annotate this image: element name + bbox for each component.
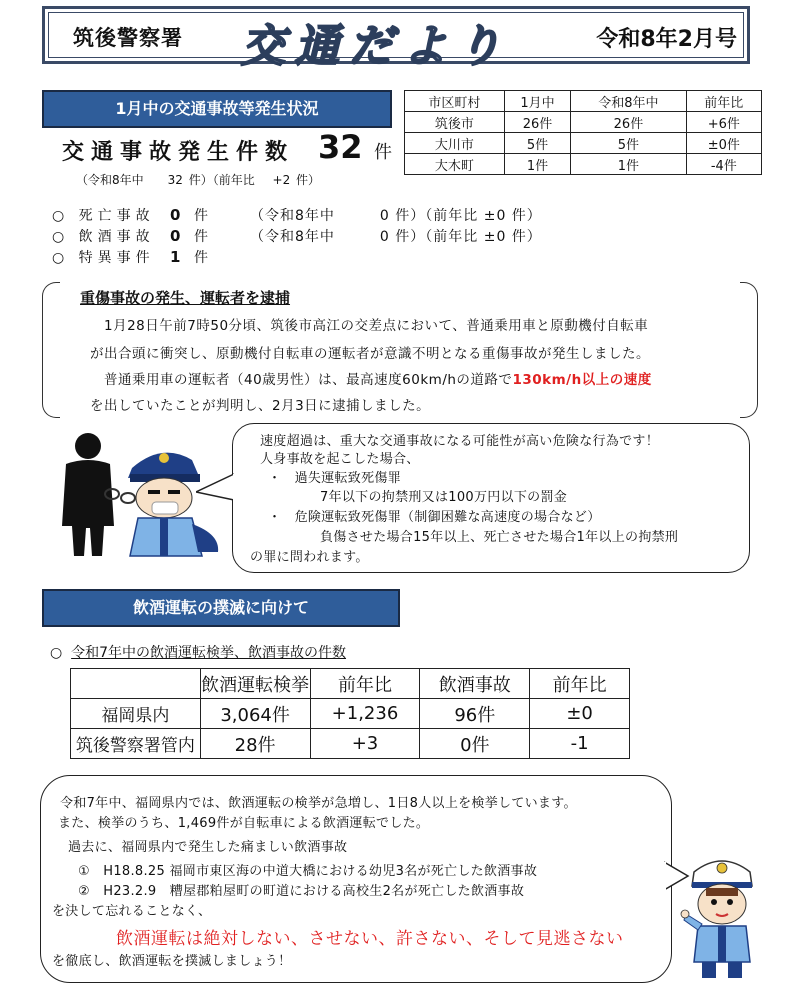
bubble-text: 7年以下の拘禁刑又は100万円以下の罰金 [320, 490, 568, 505]
table-row [405, 154, 762, 175]
table-cell: 26件 [571, 112, 686, 133]
bubble-text: ・ 過失運転致死傷罪 [268, 471, 402, 486]
detail-count: 0 [170, 206, 182, 224]
article-line: 1月28日午前7時50分頃、筑後市高江の交差点において、普通乗用車と原動機付自転車 [104, 318, 649, 334]
drunk-driving-table [70, 668, 630, 759]
table-cell: -4件 [686, 154, 761, 175]
table-cell: 大川市 [405, 133, 505, 154]
table-header-cell [71, 669, 201, 699]
table-cell: 大木町 [405, 154, 505, 175]
table-cell: ±0件 [686, 133, 761, 154]
table-header-cell: 令和8年中 [571, 91, 686, 112]
bubble-text: ・ 危険運転致死傷罪（制御困難な高速度の場合など） [268, 510, 601, 525]
bullet: ○ [50, 645, 63, 661]
table-cell: 5件 [504, 133, 570, 154]
detail-compare: （令和8年中 0 件）（前年比 ±0 件） [250, 229, 542, 245]
table-header-cell: 前年比 [310, 669, 420, 699]
table-row [71, 729, 630, 759]
bracket-left [42, 282, 60, 418]
bubble-text: の罪に問われます。 [250, 550, 369, 565]
total-accidents-label: 交通事故発生件数 [62, 140, 295, 165]
detail-unit: 件 [194, 208, 209, 224]
bubble-text: また、検挙のうち、1,469件が自転車による飲酒運転でした。 [58, 816, 430, 831]
issue-date: 令和8年2月号 [596, 27, 737, 52]
table-cell: 26件 [504, 112, 570, 133]
table-cell: 1件 [504, 154, 570, 175]
total-accidents-unit: 件 [374, 142, 392, 163]
table-cell: -1 [530, 729, 630, 759]
article-line [104, 368, 652, 388]
detail-fatal [52, 205, 542, 225]
bubble-text: ② H23.2.9 糟屋郡粕屋町の町道における高校生2名が死亡した飲酒事故 [78, 884, 525, 899]
bubble-text: ① H18.8.25 福岡市東区海の中道大橋における幼児3名が死亡した飲酒事故 [78, 864, 538, 879]
article-line: を出していたことが判明し、2月3日に逮捕しました。 [90, 398, 431, 414]
table-header-cell: 1月中 [504, 91, 570, 112]
table-cell: +3 [310, 729, 420, 759]
table-cell: +6件 [686, 112, 761, 133]
detail-unit: 件 [194, 229, 209, 245]
total-accidents-count: 32 [318, 128, 363, 166]
bubble-text: を決して忘れることなく、 [52, 904, 212, 919]
detail-unit: 件 [194, 250, 209, 266]
table-row-header: 筑後警察署管内 [71, 729, 201, 759]
bubble-text: 負傷させた場合15年以上、死亡させた場合1年以上の拘禁刑 [320, 530, 679, 545]
table-header-cell: 飲酒運転検挙 [200, 669, 310, 699]
table-row [71, 699, 630, 729]
detail-label: ○ 特異事件 [52, 250, 155, 266]
table-row-header: 福岡県内 [71, 699, 201, 729]
table-header-row [71, 669, 630, 699]
bubble-text: 速度超過は、重大な交通事故になる可能性が高い危険な行為です！ [260, 434, 660, 449]
detail-label: ○ 死亡事故 [52, 208, 155, 224]
table-cell: 3,064件 [200, 699, 310, 729]
bubble-text: 過去に、福岡県内で発生した痛ましい飲酒事故 [68, 840, 348, 855]
drunk-driving-heading [50, 642, 346, 662]
table-cell: 0件 [420, 729, 530, 759]
bracket-right [740, 282, 758, 418]
heading-text: 令和7年中の飲酒運転検挙、飲酒事故の件数 [71, 645, 347, 661]
table-cell: 筑後市 [405, 112, 505, 133]
bubble-text: 人身事故を起こした場合、 [260, 452, 420, 467]
detail-compare: （令和8年中 0 件）（前年比 ±0 件） [250, 208, 542, 224]
slogan: 飲酒運転は絶対しない、させない、許さない、そして見逃さない [116, 929, 624, 949]
article-highlight: 130km/h以上の速度 [512, 372, 652, 388]
table-row [405, 133, 762, 154]
bubble-text: を徹底し、飲酒運転を撲滅しましょう！ [52, 954, 292, 969]
bubble-tail [196, 470, 236, 510]
police-officer-pointing-illustration [680, 850, 764, 980]
table-cell: 28件 [200, 729, 310, 759]
table-header-cell: 前年比 [530, 669, 630, 699]
detail-drunk [52, 226, 542, 246]
detail-count: 1 [170, 248, 182, 266]
city-accident-table [404, 90, 762, 175]
total-accidents-comparison: （令和8年中 32 件）（前年比 +2 件） [76, 173, 321, 187]
article-line: が出合頭に衝突し、原動機付自転車の運転者が意識不明となる重傷事故が発生しました。 [90, 346, 650, 362]
newsletter-title: 交通だより [241, 21, 511, 72]
table-cell: 5件 [571, 133, 686, 154]
table-header-cell: 前年比 [686, 91, 761, 112]
table-cell: ±0 [530, 699, 630, 729]
table-row [405, 112, 762, 133]
table-header-cell: 市区町村 [405, 91, 505, 112]
section-banner-accidents: 1月中の交通事故等発生状況 [42, 90, 392, 128]
detail-label: ○ 飲酒事故 [52, 229, 155, 245]
article-text: 普通乗用車の運転者（40歳男性）は、最高速度60km/hの道路で [104, 372, 513, 388]
table-header-row [405, 91, 762, 112]
table-cell: 1件 [571, 154, 686, 175]
section-banner-drunk-driving: 飲酒運転の撲滅に向けて [42, 589, 400, 627]
station-name: 筑後警察署 [73, 26, 183, 50]
detail-count: 0 [170, 227, 182, 245]
masthead [42, 6, 750, 72]
article-heading: 重傷事故の発生、運転者を逮捕 [80, 289, 291, 307]
table-cell: 96件 [420, 699, 530, 729]
table-cell: +1,236 [310, 699, 420, 729]
detail-special [52, 247, 250, 267]
bubble-text: 令和7年中、福岡県内では、飲酒運転の検挙が急増し、1日8人以上を検挙しています。 [60, 796, 577, 811]
table-header-cell: 飲酒事故 [420, 669, 530, 699]
